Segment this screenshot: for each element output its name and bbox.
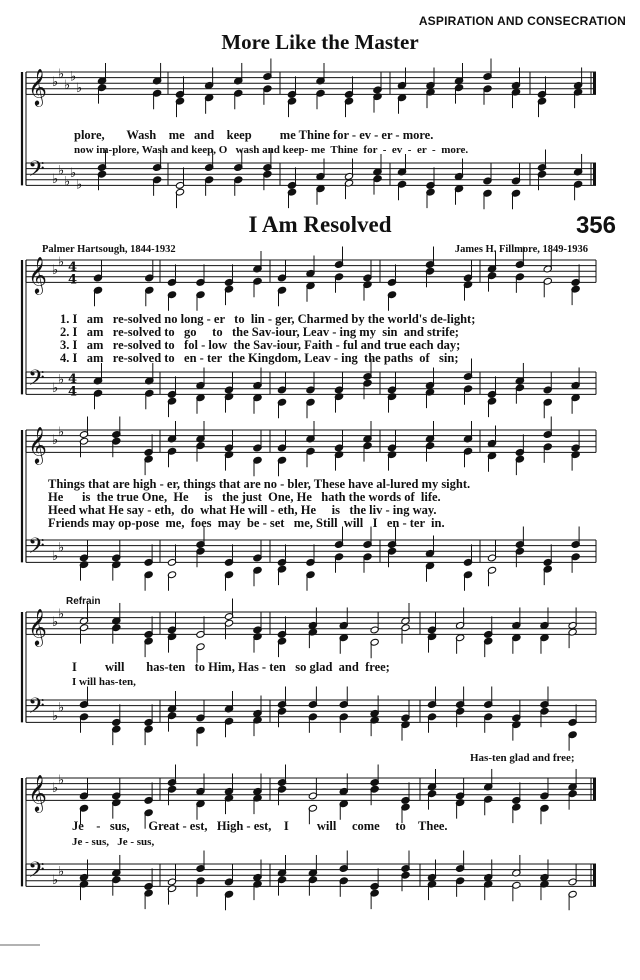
clef-icon: 𝄞 — [28, 255, 47, 294]
verse-line: 3. I am re-solved to fol - low the Sav-iour, Faith - ful and true each day; — [60, 338, 461, 352]
flat-icon: ♭ — [70, 69, 77, 85]
flat-icon: ♭ — [52, 433, 59, 449]
time-signature: 4 — [68, 372, 78, 388]
flat-icon: ♭ — [52, 708, 59, 724]
final-barline — [593, 163, 596, 185]
final-barline — [593, 864, 596, 886]
verse-line: Heed what He say - eth, do what He will - eth, He is the liv - ing way. — [48, 503, 437, 517]
refrain-echo: I will has-ten, — [72, 676, 136, 688]
refrain-bass-echo: Has-ten glad and free; — [470, 752, 575, 764]
verse-line: 2. I am re-solved to go to the Sav-iour, Leav - ing my sin and strife; — [60, 325, 459, 339]
flat-icon: ♭ — [52, 615, 59, 631]
verse-line: 4. I am re-solved to en - ter the Kingdom, Leav - ing the paths of sin; — [60, 351, 459, 365]
flat-icon: ♭ — [58, 424, 65, 440]
flat-icon: ♭ — [52, 872, 59, 888]
flat-icon: ♭ — [58, 606, 65, 622]
clef-icon: 𝄢 — [28, 157, 45, 187]
final-barline — [593, 72, 596, 94]
clef-icon: 𝄞 — [28, 67, 47, 106]
verse-line: 1. I am re-solved no long - er to lin - ger, Charmed by the world's de-light; — [60, 312, 476, 326]
verse-line: Things that are high - er, things that are no - bler, These have al-lured my sight. — [48, 477, 471, 491]
flat-icon: ♭ — [52, 781, 59, 797]
flat-icon: ♭ — [58, 700, 65, 716]
flat-icon: ♭ — [58, 254, 65, 270]
time-signature: 4 — [68, 272, 78, 288]
flat-icon: ♭ — [52, 380, 59, 396]
refrain-label: Refrain — [66, 596, 101, 607]
flat-icon: ♭ — [58, 864, 65, 880]
flat-icon: ♭ — [70, 166, 77, 182]
hymn-title-main: I Am Resolved — [248, 212, 392, 237]
section-header: ASPIRATION AND CONSECRATION — [418, 14, 626, 28]
flat-icon: ♭ — [58, 66, 65, 82]
flat-icon: ♭ — [52, 548, 59, 564]
hymn-title-top: More Like the Master — [221, 30, 419, 54]
flat-icon: ♭ — [58, 540, 65, 556]
flat-icon: ♭ — [52, 263, 59, 279]
flat-icon: ♭ — [76, 80, 83, 96]
time-signature: 4 — [68, 260, 78, 276]
flat-icon: ♭ — [76, 177, 83, 193]
final-barline — [593, 778, 596, 800]
verse-line: Friends may op-pose me, foes may be - set me, Still will I en - ter in. — [48, 516, 445, 530]
clef-icon: 𝄞 — [28, 425, 47, 464]
flat-icon: ♭ — [58, 772, 65, 788]
refrain-echo: Je - sus, Je - sus, — [72, 836, 155, 848]
flat-icon: ♭ — [58, 163, 65, 179]
clef-icon: 𝄢 — [28, 694, 45, 724]
clef-icon: 𝄞 — [28, 773, 47, 812]
verse-block-a — [60, 313, 475, 365]
time-signature: 4 — [68, 384, 78, 400]
flat-icon: ♭ — [52, 75, 59, 91]
flat-icon: ♭ — [64, 78, 71, 93]
refrain-line: I will has-ten to Him, Has - ten so glad and free; — [72, 660, 390, 674]
arranger-credit: James H. Fillmore, 1849-1936 — [454, 244, 588, 255]
flat-icon: ♭ — [64, 174, 71, 190]
clef-icon: 𝄢 — [28, 534, 45, 564]
flat-icon: ♭ — [58, 372, 65, 388]
hymn-number: 356 — [575, 212, 616, 239]
lyric-line: plore, Wash me and keep me Thine for - ev - er - more. — [74, 128, 434, 142]
composer-credit: Palmer Hartsough, 1844-1932 — [42, 244, 176, 255]
refrain-line: Je - sus, Great - est, High - est, I will come to Thee. — [72, 819, 448, 833]
lyric-line: now im-plore, Wash and keep, O wash and keep- me Thine for - ev - er - more. — [74, 144, 469, 156]
clef-icon: 𝄞 — [28, 607, 47, 646]
verse-block-b — [48, 478, 470, 530]
clef-icon: 𝄢 — [28, 858, 45, 888]
verse-line: He is the true One, He is the just One, He hath the words of life. — [48, 490, 441, 504]
flat-icon: ♭ — [52, 171, 59, 187]
clef-icon: 𝄢 — [28, 366, 45, 396]
